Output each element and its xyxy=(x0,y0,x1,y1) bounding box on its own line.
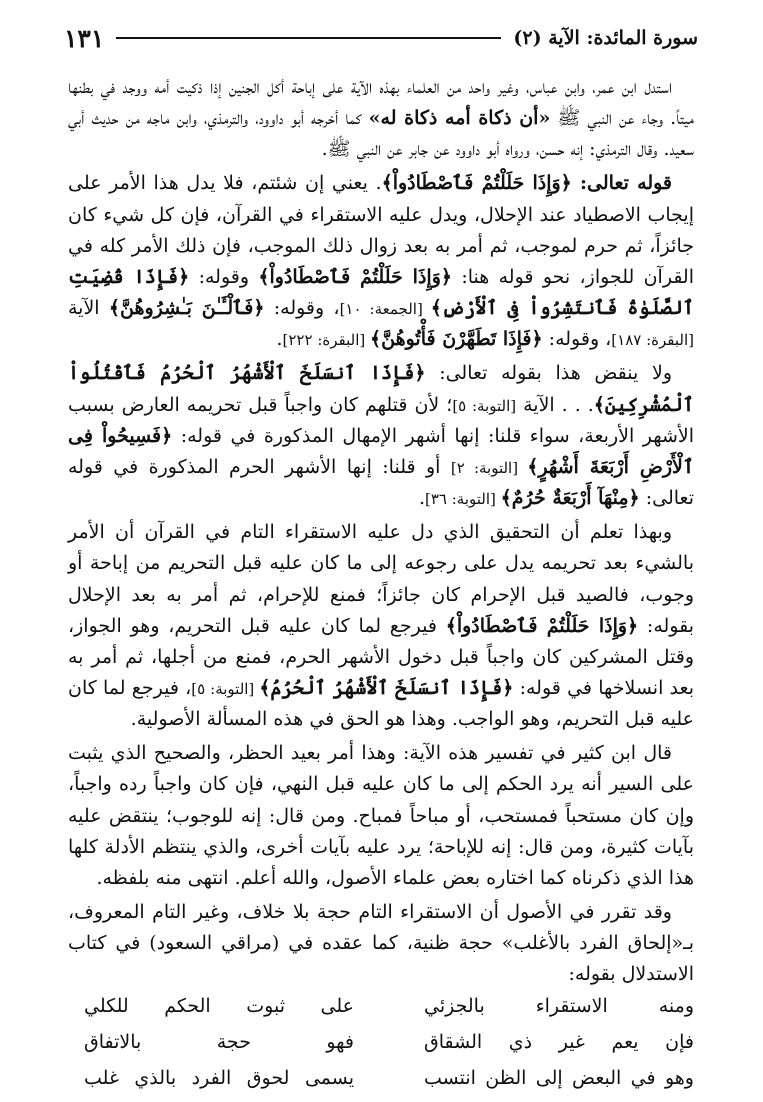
quran-verse: ﴿وَإِذَا حَلَلْتُمْ فَٱصْطَادُواْ﴾ xyxy=(381,172,581,195)
paragraph-1 xyxy=(68,72,694,165)
body-text xyxy=(68,72,694,991)
text: ، وقوله: xyxy=(264,297,340,320)
text: وقد تقرر في الأصول أن الاستقراء التام حجة بلا خلاف، وغير التام المعروف، بـ«إلحاق الفرد بالأغلب» حجة ظنية، كما عقده في (مراقي السعود) في كتاب الاستدلال بقوله: xyxy=(68,901,694,986)
text: أو قلنا: إنها الأشهر الحرم المذكورة في قوله تعالى: xyxy=(68,455,694,510)
text: وقوله: xyxy=(189,265,259,288)
quran-verse: ﴿وَإِذَا حَلَلْتُمْ فَٱصْطَادُواْ﴾ xyxy=(258,265,452,288)
paragraph-2 xyxy=(68,168,694,355)
poem-first-hemistich: ومنه الاستقراء بالجزئي xyxy=(424,995,694,1017)
page-header xyxy=(64,22,698,54)
text: فيرجع لما كان عليه قبل التحريم، وهو الجواز، وقتل المشركين كان واجباً قبل دخول الأشهر الحرم، فمنع من أجلها، ثم أمر به بعد انسلاخها في قوله: xyxy=(68,614,694,699)
poem-first-hemistich: فإن يعم غير ذي الشقاق xyxy=(424,1031,694,1053)
verse-reference: [التوبة: ٣٦] xyxy=(424,490,501,509)
poem-first-hemistich: وهو في البعض إلى الظن انتسب xyxy=(424,1067,694,1089)
text: استدل ابن عمر، وابن عباس، وغير واحد من العلماء بهذه الآية على إباحة أكل الجنين إذا ذكيت أمه ووجد في بطنها ميتاً. وجاء عن النبي ﷺ xyxy=(68,76,694,130)
text: ، فيرجع لما كان عليه قبل التحريم، وهو الواجب. وهذا هو الحق في هذه المسألة الأصولية. xyxy=(68,676,694,731)
quran-verse: ﴿فَٱلْـَٔـٰنَ بَـٰشِرُوهُنَّ﴾ xyxy=(108,297,265,320)
paragraph-3 xyxy=(68,358,694,514)
text: . يعني إن شئتم، فلا يدل هذا الأمر على إيجاب الاصطياد عند الإحلال، ويدل عليه الاستقراء في القرآن، فإن كل شيء كان جائزاً، ثم حرم لموجب، ثم أمر به بعد زوال ذلك الموجب، فإن ذلك الأمر كله في القرآن للجواز، نحو قوله هنا: xyxy=(68,172,694,288)
verse-reference: [التوبة: ٥] xyxy=(452,396,517,415)
text: ولا ينقض هذا بقوله تعالى: xyxy=(425,362,672,385)
text: . . . الآية xyxy=(516,393,594,416)
verse-reference: [التوبة: ٢] xyxy=(450,458,528,477)
verse-reference: [البقرة: ٢٢٢] xyxy=(282,331,370,350)
verse-reference: [الجمعة: ١٠] xyxy=(339,300,431,319)
quran-verse: ﴿فَإِذَا ٱنسَلَخَ ٱلْأَشْهُرُ ٱلْحُرُمُ﴾ xyxy=(259,676,514,699)
quran-verse: ﴿فَإِذَا ٱنسَلَخَ ٱلْأَشْهُرُ ٱلْحُرُمُ فَٱقْتُلُواْ ٱلْمُشْرِكِينَ﴾ xyxy=(68,362,694,416)
running-title: سورة المائدة: الآية (٢) xyxy=(513,27,698,49)
paragraph-6 xyxy=(68,897,694,990)
poem-second-hemistich: يسمى لحوق الفرد بالذي غلب xyxy=(84,1067,354,1089)
quran-verse: ﴿فَإِذَا تَطَهَّرْنَ فَأْتُوهُنَّ﴾ xyxy=(369,328,543,351)
text: ، وقوله: xyxy=(542,328,612,351)
quran-verse: ﴿مِنْهَآ أَرْبَعَةٌ حُرُمٌ﴾ xyxy=(500,487,640,510)
quran-verse: ﴿وَإِذَا حَلَلْتُمْ فَٱصْطَادُواْ﴾ xyxy=(445,614,639,637)
hadith-quote: «أن ذكاة أمه ذكاة له» xyxy=(368,107,551,130)
page-number: ١٣١ xyxy=(64,23,105,53)
header-rule xyxy=(116,37,501,39)
poem-second-hemistich: على ثبوت الحكم للكلي xyxy=(84,995,354,1017)
text: وبهذا تعلم أن التحقيق الذي دل عليه الاستقراء التام في القرآن أن الأمر بالشيء بعد تحريمه يدل على رجوعه إلى ما كان عليه قبل التحريم من إباحة أو وجوب، فالصيد قبل الإحرام كان جائزاً؛ فمنع للإحرام، ثم أمر به بعد الإحلال بقوله: xyxy=(68,521,695,637)
quran-verse: ﴿فَإِذَا قُضِيَتِ ٱلصَّلَوٰةُ فَٱنتَشِرُواْ فِى ٱلْأَرْضِ﴾ xyxy=(68,265,695,320)
quran-verse: ﴿فَسِيحُواْ فِى ٱلْأَرْضِ أَرْبَعَةَ أَشْهُرٍ﴾ xyxy=(68,424,695,478)
poem xyxy=(84,988,694,1096)
poem-line xyxy=(84,1024,694,1060)
poem-line xyxy=(84,1060,694,1096)
text: الآية xyxy=(68,297,109,320)
poem-line xyxy=(84,988,694,1024)
text: ؛ لأن قتلهم كان واجباً قبل تحريمه العارض بسبب الأشهر الأربعة، سواء قلنا: إنها أشهر الإمهال المذكورة في قوله: xyxy=(68,393,694,447)
verse-reference: [البقرة: ١٨٧] xyxy=(611,331,694,350)
paragraph-5 xyxy=(68,738,694,894)
text: قال ابن كثير في تفسير هذه الآية: وهذا أمر بعيد الحظر، والصحيح الذي يثبت على السير أنه يرد الحكم إلى ما كان عليه قبل النهي، فإن كان واجباً رده واجباً، وإن كان مستحباً فمستحب، أو مباحاً فمباح. ومن قال: إنه للوجوب؛ ينتقض عليه بآيات كثيرة، ومن قال: إنه للإباحة؛ يرد عليه بآيات أخرى، والذي ينتظم الأدلة كلها هذا الذي ذكرناه كما اختاره بعض علماء الأصول، والله أعلم. انتهى منه بلفظه. xyxy=(68,742,694,889)
verse-reference: [التوبة: ٥] xyxy=(191,679,260,698)
poem-second-hemistich: فهو حجة بالاتفاق xyxy=(84,1031,354,1053)
paragraph-4 xyxy=(68,517,694,735)
heading-keyword: قوله تعالى: xyxy=(580,172,673,195)
text: . xyxy=(276,328,283,351)
text: . xyxy=(418,487,425,510)
text: كما أخرجه أبو داوود، والترمذي، وابن ماجه من حديث أبي سعيد. وقال الترمذي: إنه حسن، ورواه أبو داوود عن جابر عن النبي ﷺ. xyxy=(68,107,694,161)
